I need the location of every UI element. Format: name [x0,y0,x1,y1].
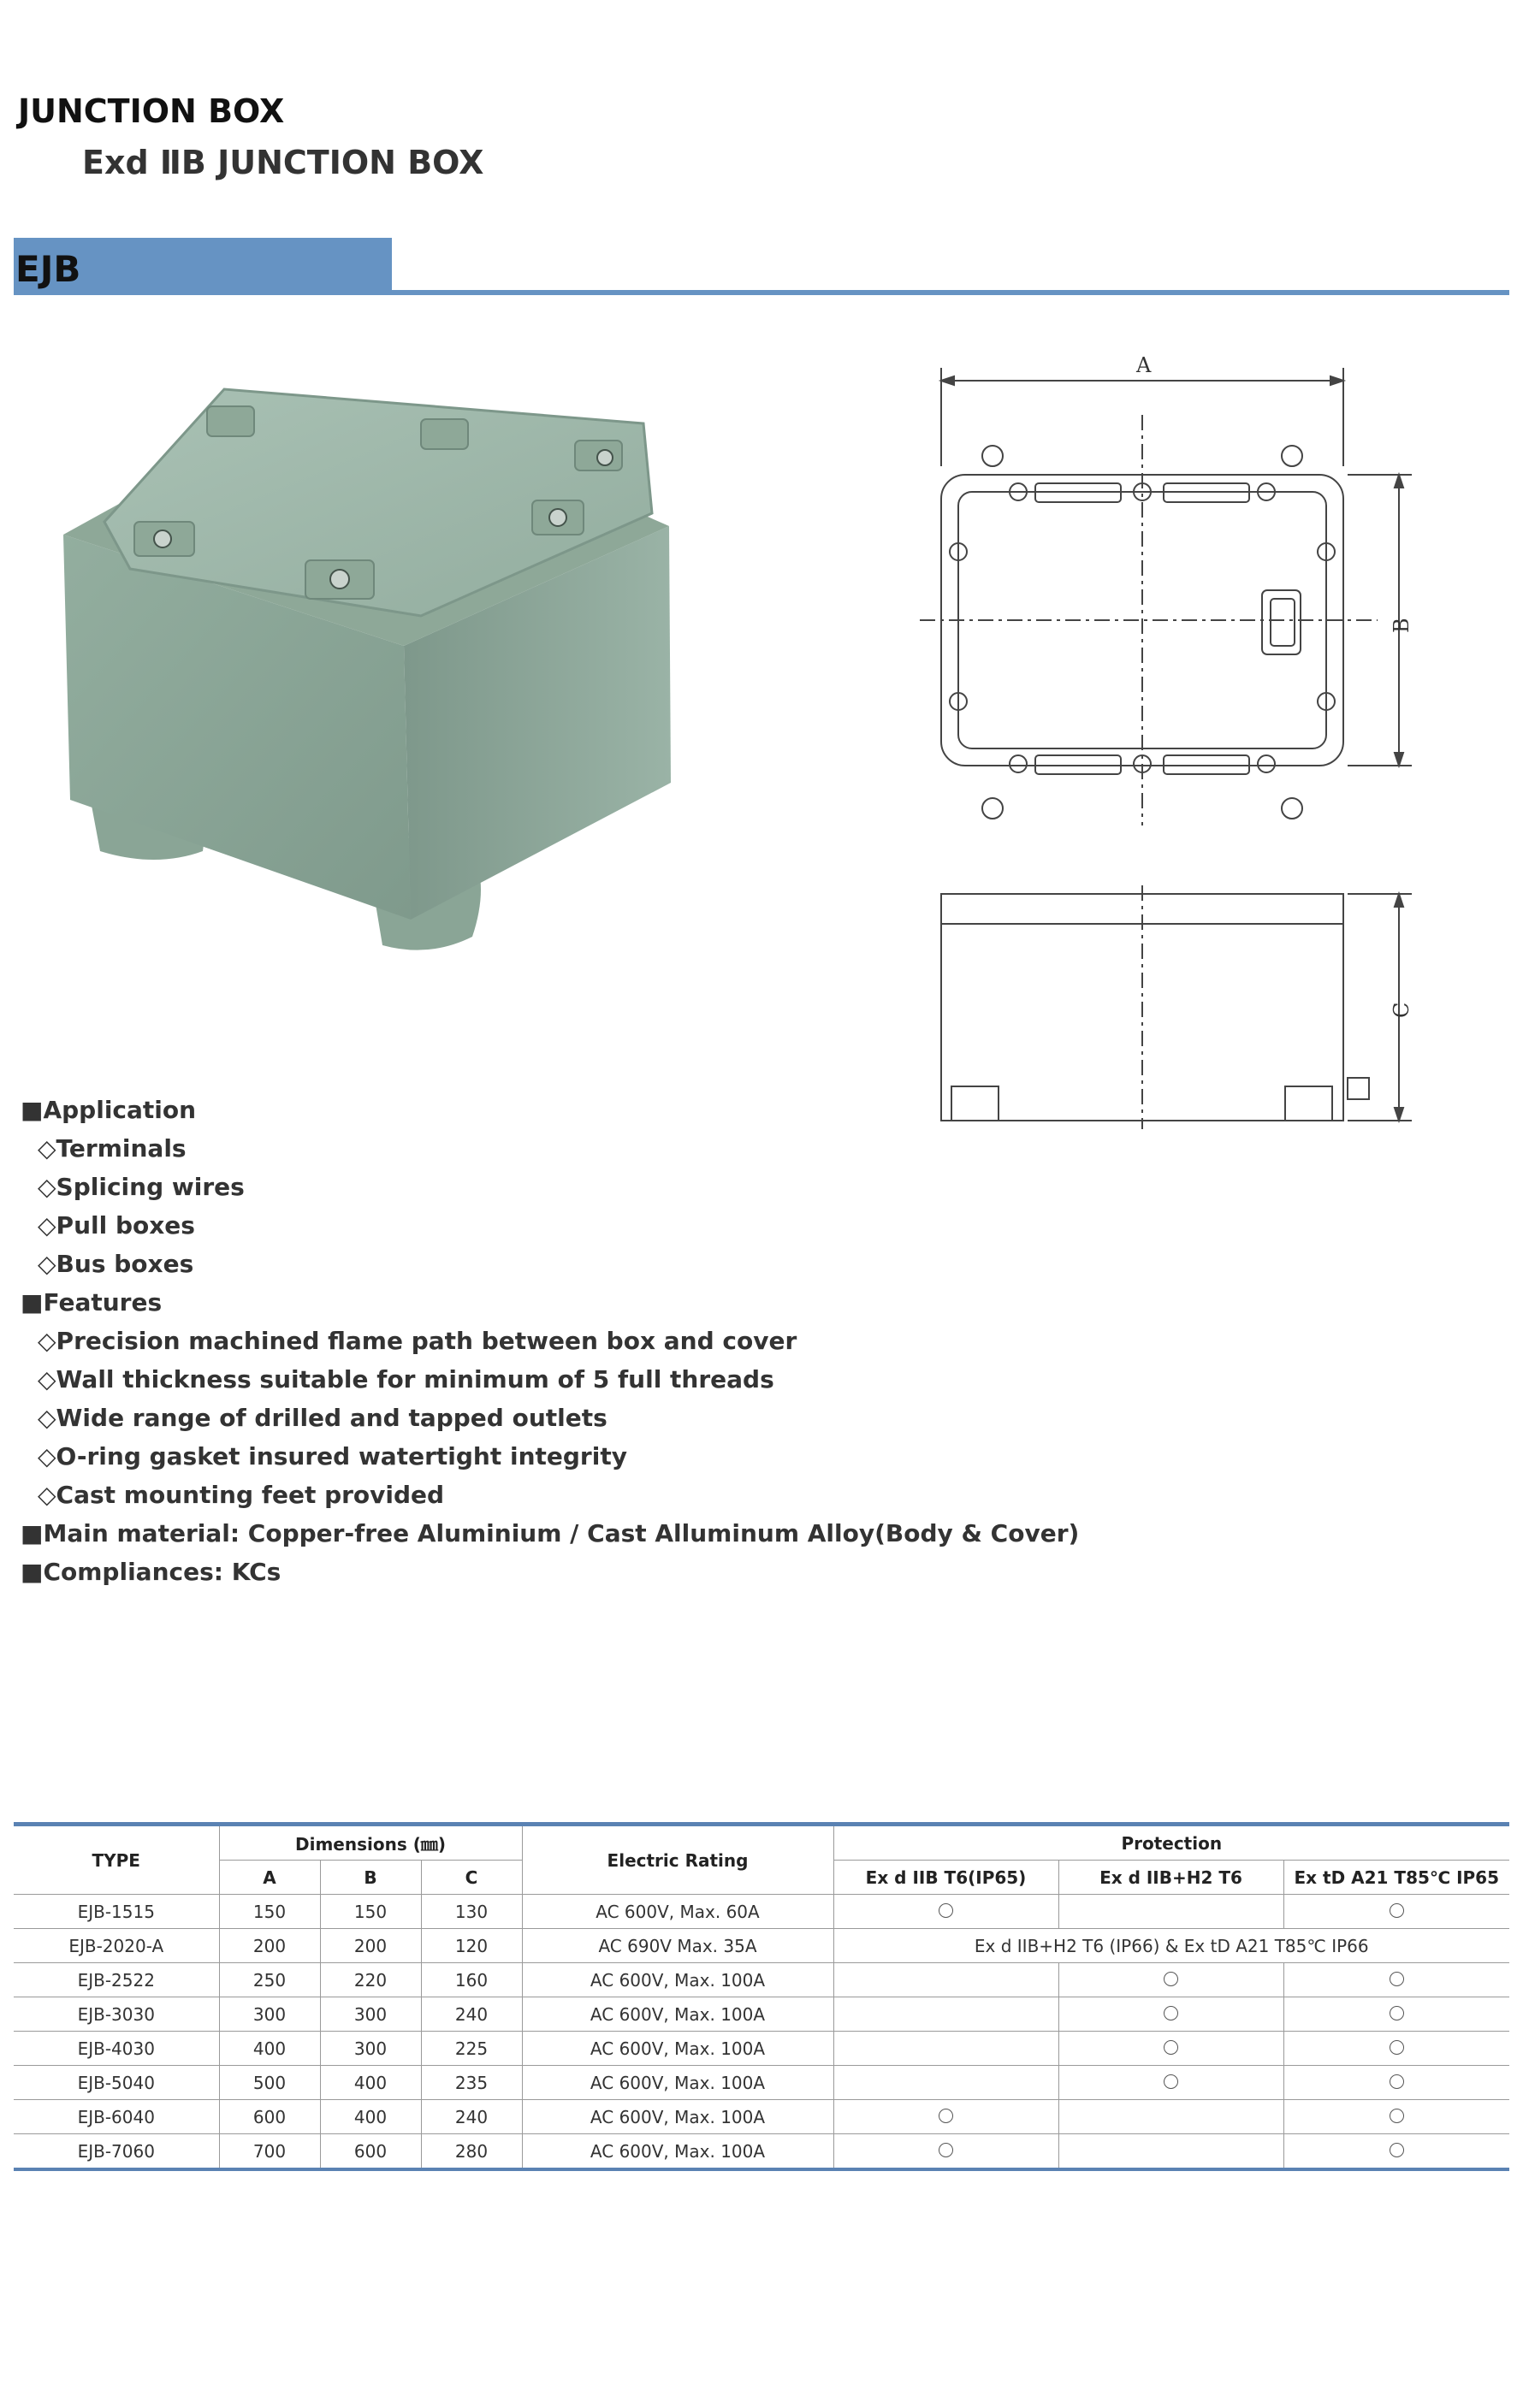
spec-item: ◇ Precision machined flame path between box and cover [21,1322,1079,1360]
check-circle-icon [1390,2109,1404,2123]
cell-type: EJB-5040 [14,2066,219,2100]
col-a: A [219,1861,320,1895]
cell-protection-p3 [1283,1895,1509,1929]
dim-b-label: B [1390,618,1413,633]
check-circle-icon [1164,2074,1178,2089]
cell-protection-p2 [1058,1963,1283,1997]
cell-protection-p3 [1283,1997,1509,2032]
header-rule [14,290,1509,295]
cell-rating: AC 600V, Max. 60A [522,1895,833,1929]
cell-protection-p3 [1283,2066,1509,2100]
cell-protection-p2 [1058,2032,1283,2066]
cell-c: 235 [421,2066,522,2100]
check-circle-icon [1390,2074,1404,2089]
cell-a: 500 [219,2066,320,2100]
cell-type: EJB-2020-A [14,1929,219,1963]
cell-rating: AC 600V, Max. 100A [522,2032,833,2066]
col-protection-3: Ex tD A21 T85℃ IP65 [1283,1861,1509,1895]
cell-a: 200 [219,1929,320,1963]
cell-protection-p3 [1283,2134,1509,2170]
cell-rating: AC 690V Max. 35A [522,1929,833,1963]
cell-a: 600 [219,2100,320,2134]
cell-b: 300 [320,2032,421,2066]
col-protection-2: Ex d IIB+H2 T6 [1058,1861,1283,1895]
col-electric-rating: Electric Rating [522,1825,833,1895]
cell-type: EJB-1515 [14,1895,219,1929]
check-circle-icon [1390,2143,1404,2157]
spec-item: ◇ Wide range of drilled and tapped outlets [21,1399,1079,1437]
cell-protection-p1 [833,2100,1058,2134]
cell-b: 400 [320,2100,421,2134]
cell-rating: AC 600V, Max. 100A [522,1963,833,1997]
cell-protection-p1 [833,1895,1058,1929]
cell-protection-p3 [1283,2032,1509,2066]
check-circle-icon [939,2109,953,2123]
check-circle-icon [939,2143,953,2157]
table-row [14,1963,1509,1997]
cell-protection-p3 [1283,1963,1509,1997]
cell-type: EJB-7060 [14,2134,219,2170]
cell-b: 200 [320,1929,421,1963]
cell-protection-p2 [1058,2134,1283,2170]
spec-section-application: ■ Application [21,1091,1079,1129]
dimension-drawing [916,346,1446,1133]
cell-protection-p2 [1058,1997,1283,2032]
cell-protection-p1 [833,2032,1058,2066]
cell-b: 300 [320,1997,421,2032]
cell-c: 130 [421,1895,522,1929]
cell-protection-p2 [1058,1895,1283,1929]
spec-item: ◇ Cast mounting feet provided [21,1476,1079,1514]
table-row [14,2134,1509,2170]
check-circle-icon [1390,2040,1404,2055]
cell-type: EJB-3030 [14,1997,219,2032]
spec-item: ◇ Wall thickness suitable for minimum of 5 full threads [21,1360,1079,1399]
page-subtitle: Exd ⅡB JUNCTION BOX [82,144,484,181]
product-photo [53,338,686,988]
cell-a: 150 [219,1895,320,1929]
cell-protection-span: Ex d IIB+H2 T6 (IP66) & Ex tD A21 T85℃ IP66 [833,1929,1509,1963]
cell-a: 700 [219,2134,320,2170]
check-circle-icon [1390,2006,1404,2020]
cell-rating: AC 600V, Max. 100A [522,2134,833,2170]
cell-protection-p2 [1058,2066,1283,2100]
cell-b: 220 [320,1963,421,1997]
cell-a: 250 [219,1963,320,1997]
spec-section-compliances: ■ Compliances: KCs [21,1553,1079,1591]
cell-b: 150 [320,1895,421,1929]
dim-a-label: A [1136,353,1152,377]
check-circle-icon [1390,1903,1404,1918]
cell-protection-p1 [833,1963,1058,1997]
spec-item: ◇ Splicing wires [21,1168,1079,1206]
col-protection-1: Ex d IIB T6(IP65) [833,1861,1058,1895]
cell-c: 240 [421,1997,522,2032]
cell-protection-p1 [833,1997,1058,2032]
cell-type: EJB-4030 [14,2032,219,2066]
dim-c-label: C [1390,1002,1413,1018]
table-row [14,1895,1509,1929]
table-row [14,2032,1509,2066]
cell-c: 280 [421,2134,522,2170]
cell-type: EJB-6040 [14,2100,219,2134]
cell-a: 300 [219,1997,320,2032]
page-title: JUNCTION BOX [18,92,285,130]
spec-item: ◇ Bus boxes [21,1245,1079,1283]
cell-rating: AC 600V, Max. 100A [522,2066,833,2100]
cell-rating: AC 600V, Max. 100A [522,1997,833,2032]
cell-protection-p2 [1058,2100,1283,2134]
cell-c: 120 [421,1929,522,1963]
cell-b: 400 [320,2066,421,2100]
spec-section-features: ■ Features [21,1283,1079,1322]
check-circle-icon [1164,2040,1178,2055]
cell-rating: AC 600V, Max. 100A [522,2100,833,2134]
table-row [14,2100,1509,2134]
spec-item: ◇ Pull boxes [21,1206,1079,1245]
cell-a: 400 [219,2032,320,2066]
check-circle-icon [1164,1972,1178,1986]
table-row [14,2066,1509,2100]
spec-item: ◇ Terminals [21,1129,1079,1168]
table-row [14,1997,1509,2032]
check-circle-icon [1390,1972,1404,1986]
spec-section-material: ■ Main material: Copper-free Aluminium / Cast Alluminum Alloy(Body & Cover) [21,1514,1079,1553]
cell-c: 240 [421,2100,522,2134]
col-c: C [421,1861,522,1895]
table-row [14,1929,1509,1963]
cell-type: EJB-2522 [14,1963,219,1997]
spec-item: ◇ O-ring gasket insured watertight integrity [21,1437,1079,1476]
check-circle-icon [1164,2006,1178,2020]
check-circle-icon [939,1903,953,1918]
cell-c: 225 [421,2032,522,2066]
col-type: TYPE [14,1825,219,1895]
cell-protection-p1 [833,2066,1058,2100]
col-dimensions: Dimensions (㎜) [219,1825,522,1861]
cell-b: 600 [320,2134,421,2170]
cell-c: 160 [421,1963,522,1997]
spec-table [14,1822,1509,2171]
cell-protection-p1 [833,2134,1058,2170]
cell-protection-p3 [1283,2100,1509,2134]
spec-list [21,1091,1079,1591]
col-b: B [320,1861,421,1895]
col-protection: Protection [833,1825,1509,1861]
model-tab-label: EJB [15,248,81,290]
